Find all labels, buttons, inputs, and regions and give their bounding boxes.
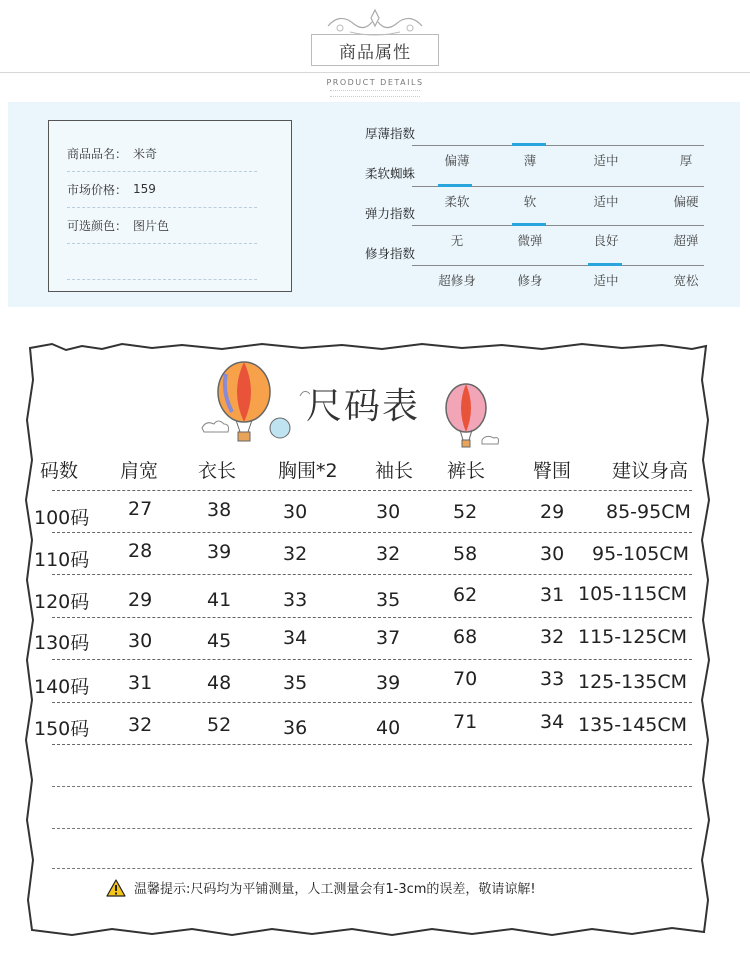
measurement-tip	[106, 878, 536, 897]
table-cell: 29	[128, 589, 153, 611]
table-cell: 52	[453, 501, 478, 523]
subtitle-decoration	[330, 90, 420, 97]
column-header: 建议身高	[612, 460, 689, 482]
table-cell: 41	[207, 589, 232, 611]
scale-option: 超弹	[673, 233, 699, 248]
product-info-box	[48, 120, 292, 292]
table-cell: 110码	[34, 549, 90, 571]
table-cell: 32	[128, 714, 153, 736]
column-header: 裤长	[447, 460, 486, 482]
scale-option: 适中	[593, 153, 619, 168]
index-label-thickness: 厚薄指数	[365, 126, 416, 141]
table-cell: 62	[453, 584, 478, 606]
section-subtitle: PRODUCT DETAILS	[326, 78, 424, 87]
info-value: 米奇	[133, 146, 158, 161]
column-header: 衣长	[198, 460, 237, 482]
table-cell: 34	[540, 711, 565, 733]
table-cell: 32	[540, 626, 565, 648]
info-value: 159	[133, 182, 156, 196]
info-value: 图片色	[133, 218, 170, 233]
table-cell: 31	[540, 584, 565, 606]
scale-option: 微弹	[517, 233, 543, 248]
scale-option: 适中	[593, 194, 619, 209]
table-cell: 58	[453, 543, 478, 565]
table-cell: 39	[376, 672, 401, 694]
table-cell: 150码	[34, 718, 90, 740]
table-cell: 52	[207, 714, 232, 736]
table-cell: 37	[376, 627, 401, 649]
table-cell: 32	[376, 543, 401, 565]
index-label-fit: 修身指数	[365, 246, 416, 261]
column-header: 码数	[40, 460, 79, 482]
index-label-elasticity: 弹力指数	[365, 206, 416, 221]
table-cell: 31	[128, 672, 153, 694]
scale-option: 薄	[523, 153, 537, 168]
table-cell: 28	[128, 540, 153, 562]
column-header: 胸围*2	[278, 460, 338, 482]
scale-option: 柔软	[444, 194, 470, 209]
fit-scale	[412, 265, 704, 266]
table-cell: 68	[453, 626, 478, 648]
row-divider	[52, 532, 692, 533]
blank-row-line	[52, 786, 692, 787]
header-divider	[0, 72, 750, 73]
info-row-price	[67, 171, 257, 208]
table-cell: 105-115CM	[578, 583, 688, 605]
scale-option: 偏硬	[673, 194, 699, 209]
column-header: 臀围	[533, 460, 572, 482]
scale-option: 修身	[517, 273, 543, 288]
table-cell: 36	[283, 717, 308, 739]
info-row-color	[67, 207, 257, 244]
scale-selected-marker	[438, 184, 472, 187]
table-cell: 33	[540, 668, 565, 690]
scale-option: 无	[450, 233, 464, 248]
table-cell: 40	[376, 717, 401, 739]
scale-option: 宽松	[673, 273, 699, 288]
table-cell: 35	[376, 589, 401, 611]
table-cell: 48	[207, 672, 232, 694]
hot-air-balloon-icon	[200, 356, 310, 446]
table-cell: 115-125CM	[578, 626, 688, 648]
tip-text: 温馨提示:尺码均为平铺测量，人工测量会有1-3cm的误差，敬请谅解!	[134, 882, 536, 897]
scale-option: 厚	[679, 153, 693, 168]
table-cell: 71	[453, 711, 478, 733]
scale-selected-marker	[512, 143, 546, 146]
blank-row-line	[52, 828, 692, 829]
table-cell: 85-95CM	[606, 501, 691, 523]
size-chart-title: 尺码表	[306, 386, 421, 427]
row-divider	[52, 702, 692, 703]
scale-selected-marker	[588, 263, 622, 266]
scale-option: 软	[523, 194, 537, 209]
scale-option: 超修身	[438, 273, 476, 288]
table-cell: 95-105CM	[592, 543, 689, 565]
scale-option: 适中	[593, 273, 619, 288]
table-cell: 30	[128, 630, 153, 652]
scale-selected-marker	[512, 223, 546, 226]
scale-option: 偏薄	[444, 153, 470, 168]
table-cell: 27	[128, 498, 153, 520]
table-cell: 45	[207, 630, 232, 652]
table-cell: 39	[207, 541, 232, 563]
table-cell: 100码	[34, 507, 90, 529]
info-row-name	[67, 135, 257, 172]
info-row-empty	[67, 243, 257, 280]
thickness-scale	[412, 145, 704, 146]
table-cell: 30	[540, 543, 565, 565]
row-divider	[52, 617, 692, 618]
table-cell: 38	[207, 499, 232, 521]
row-divider	[52, 574, 692, 575]
table-cell: 130码	[34, 632, 90, 654]
row-divider	[52, 659, 692, 660]
info-label: 可选颜色：	[67, 218, 128, 233]
table-cell: 34	[283, 627, 308, 649]
table-cell: 125-135CM	[578, 671, 688, 693]
elasticity-scale	[412, 225, 704, 226]
table-cell: 70	[453, 668, 478, 690]
table-cell: 120码	[34, 591, 90, 613]
column-header: 肩宽	[120, 460, 159, 482]
warning-icon	[106, 879, 126, 897]
index-label-softness: 柔软蜘蛛	[365, 166, 416, 181]
table-cell: 35	[283, 672, 308, 694]
scale-option: 良好	[593, 233, 619, 248]
row-divider	[52, 490, 692, 491]
table-cell: 29	[540, 501, 565, 523]
table-cell: 30	[376, 501, 401, 523]
row-divider	[52, 744, 692, 745]
info-label: 市场价格：	[67, 182, 128, 197]
table-cell: 135-145CM	[578, 714, 688, 736]
softness-scale	[412, 186, 704, 187]
section-title: 商品属性	[311, 34, 439, 66]
table-cell: 140码	[34, 676, 90, 698]
info-label: 商品品名：	[67, 146, 128, 161]
column-header: 袖长	[375, 460, 414, 482]
table-cell: 30	[283, 501, 308, 523]
table-cell: 32	[283, 543, 308, 565]
pink-balloon-icon	[436, 380, 516, 450]
table-cell: 33	[283, 589, 308, 611]
blank-row-line	[52, 868, 692, 869]
